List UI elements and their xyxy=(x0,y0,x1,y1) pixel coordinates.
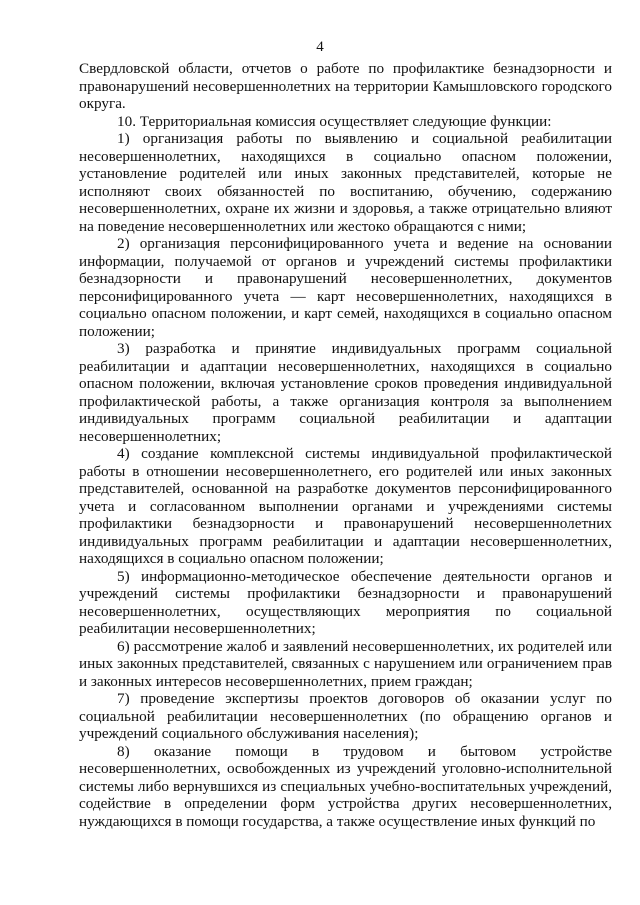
paragraph-item-7: 7) проведение экспертизы проектов договоров об оказании услуг по социальной реабилитации несовершеннолетних (по обращению органов и учреждений социального обслуживания населения); xyxy=(79,690,612,742)
document-body xyxy=(79,60,612,830)
paragraph-item-5: 5) информационно-методическое обеспечение деятельности органов и учреждений системы профилактики безнадзорности и правонарушений несовершеннолетних, осуществляющих мероприятия по социальной реабилитации несовершеннолетних; xyxy=(79,567,612,637)
paragraph-item-8: 8) оказание помощи в трудовом и бытовом устройстве несовершеннолетних, освобожденных из учреждений уголовно-исполнительной системы либо вернувшихся из специальных учебно-воспитательных учреждений, содействие в определении форм устройства других несовершеннолетних, нуждающихся в помощи государства, а также осуществление иных функций по xyxy=(79,742,612,830)
paragraph-continuation: Свердловской области, отчетов о работе по профилактике безнадзорности и правонарушений несовершеннолетних на территории Камышловского городского округа. xyxy=(79,60,612,112)
paragraph-item-1: 1) организация работы по выявлению и социальной реабилитации несовершеннолетних, находящихся в социально опасном положении, установление родителей или иных законных представителей, которые не исполняют своих обязанностей по воспитанию, обучению, содержанию несовершеннолетних, охране их жизни и здоровья, а также отрицательно влияют на поведение несовершеннолетних или жестоко обращаются с ними; xyxy=(79,130,612,235)
paragraph-section-10: 10. Территориальная комиссия осуществляет следующие функции: xyxy=(117,112,552,130)
paragraph-item-6: 6) рассмотрение жалоб и заявлений несовершеннолетних, их родителей или иных законных представителей, связанных с нарушением или ограничением прав и законных интересов несовершеннолетних, прием граждан; xyxy=(79,637,612,690)
paragraph-item-2: 2) организация персонифицированного учета и ведение на основании информации, получаемой от органов и учреждений системы профилактики безнадзорности и правонарушений несовершеннолетних, документов персонифицированного учета — карт несовершеннолетних, находящихся в социально опасном положении, и карт семей, находящихся в социально опасном положении; xyxy=(79,235,612,340)
paragraph-item-3: 3) разработка и принятие индивидуальных программ социальной реабилитации и адаптации несовершеннолетних, находящихся в социально опасном положении, включая установление сроков проведения индивидуальной профилактической работы, а также организация контроля за выполнением индивидуальных программ социальной реабилитации и адаптации несовершеннолетних; xyxy=(79,340,612,445)
page-number: 4 xyxy=(316,39,324,55)
paragraph-item-4: 4) создание комплексной системы индивидуальной профилактической работы в отношении несовершеннолетнего, его родителей или иных законных представителей, основанной на разработке документов персонифицированного учета и согласованном выполнении органами и учреждениями системы профилактики безнадзорности и правонарушений несовершеннолетних индивидуальных программ реабилитации и адаптации несовершеннолетних, находящихся в социально опасном положении; xyxy=(79,445,612,567)
